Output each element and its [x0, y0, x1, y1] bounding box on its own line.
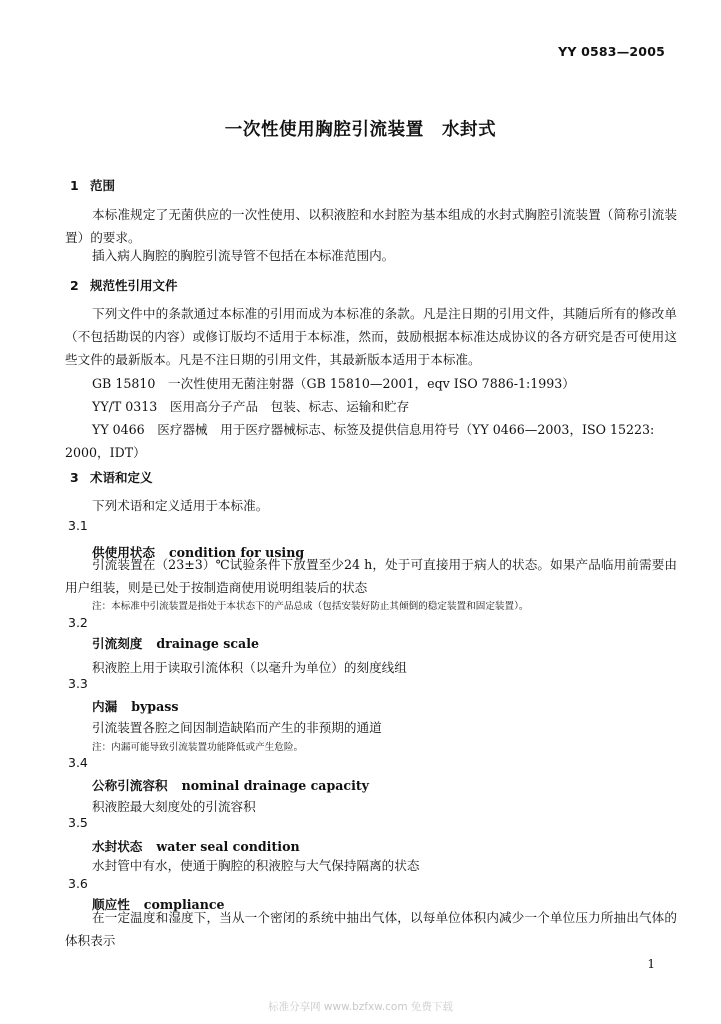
section-3-intro: 下列术语和定义适用于本标准。	[92, 498, 269, 513]
term-english: bypass	[131, 699, 179, 714]
term-chinese: 引流刻度	[92, 636, 143, 651]
term-heading	[92, 836, 300, 855]
section-title: 范围	[90, 178, 116, 193]
term-number: 3.3	[68, 676, 88, 691]
term-number: 3.5	[68, 815, 88, 830]
term-heading	[92, 775, 369, 794]
term-definition: 在一定温度和湿度下，当从一个密闭的系统中抽出气体，以每单位体积内减少一个单位压力所抽出气体的体积表示	[65, 910, 677, 948]
term-definition: 水封管中有水，使通于胸腔的积液腔与大气保持隔离的状态	[92, 858, 420, 873]
term-heading	[92, 696, 178, 715]
term-number: 3.4	[68, 755, 88, 770]
term-heading	[92, 633, 259, 652]
term-note: 注：本标准中引流装置是指处于本状态下的产品总成（包括安装好防止其倾倒的稳定装置和固定装置）。	[92, 601, 529, 612]
section-number: 3	[70, 470, 79, 485]
page-number: 1	[647, 957, 655, 971]
section-number: 1	[70, 178, 79, 193]
section-2-paragraph-1: 下列文件中的条款通过本标准的引用而成为本标准的条款。凡是注日期的引用文件，其随后所有的修改单（不包括勘误的内容）或修订版均不适用于本标准，然而，鼓励根据本标准达成协议的各方研究是否可使用这些文件的最新版本。凡是不注日期的引用文件，其最新版本适用于本标准。	[65, 306, 677, 367]
term-definition: 积液腔上用于读取引流体积（以毫升为单位）的刻度线组	[92, 660, 407, 675]
reference-gb-15810: GB 15810 一次性使用无菌注射器（GB 15810—2001，eqv ISO 7886-1:1993）	[92, 376, 575, 391]
section-1-paragraph-2: 插入病人胸腔的胸腔引流导管不包括在本标准范围内。	[92, 248, 395, 263]
term-english: water seal condition	[156, 839, 300, 854]
term-definition: 积液腔最大刻度处的引流容积	[92, 799, 256, 814]
reference-yy-0466: YY 0466 医疗器械 用于医疗器械标志、标签及提供信息用符号（YY 0466—2003，ISO 15223:	[92, 422, 655, 437]
term-number: 3.2	[68, 615, 88, 630]
watermark: 标准分享网 www.bzfxw.com 免费下载	[268, 1001, 453, 1013]
term-english: nominal drainage capacity	[181, 778, 369, 793]
section-number: 2	[70, 278, 79, 293]
term-chinese: 顺应性	[92, 897, 130, 912]
term-english: compliance	[143, 897, 225, 912]
term-english: drainage scale	[156, 636, 259, 651]
term-chinese: 水封状态	[92, 839, 143, 854]
standard-number: YY 0583—2005	[558, 44, 665, 59]
section-1-paragraph-1: 本标准规定了无菌供应的一次性使用、以积液腔和水封腔为基本组成的水封式胸腔引流装置（简称引流装置）的要求。	[65, 207, 677, 245]
term-chinese: 内漏	[92, 699, 118, 714]
section-title: 术语和定义	[90, 470, 153, 485]
page-title: 一次性使用胸腔引流装置 水封式	[224, 120, 497, 140]
term-number: 3.6	[68, 876, 88, 891]
reference-yy-t-0313: YY/T 0313 医用高分子产品 包装、标志、运输和贮存	[92, 399, 410, 414]
section-2-heading	[70, 276, 178, 294]
term-chinese: 公称引流容积	[92, 778, 168, 793]
term-chinese: 供使用状态	[92, 545, 155, 560]
term-english: condition for using	[168, 545, 305, 560]
term-number: 3.1	[68, 518, 88, 533]
section-3-heading	[70, 468, 153, 486]
reference-yy-0466-continued: 2000，IDT）	[65, 445, 146, 460]
term-note: 注：内漏可能导致引流装置功能降低或产生危险。	[92, 742, 304, 753]
section-1-heading	[70, 176, 115, 194]
section-title: 规范性引用文件	[90, 278, 178, 293]
term-definition: 引流装置各腔之间因制造缺陷而产生的非预期的通道	[92, 720, 382, 735]
term-definition: 引流装置在（23±3）℃试验条件下放置至少24 h，处于可直接用于病人的状态。如果产品临用前需要由用户组装，则是已处于按制造商使用说明组装后的状态	[65, 557, 677, 595]
